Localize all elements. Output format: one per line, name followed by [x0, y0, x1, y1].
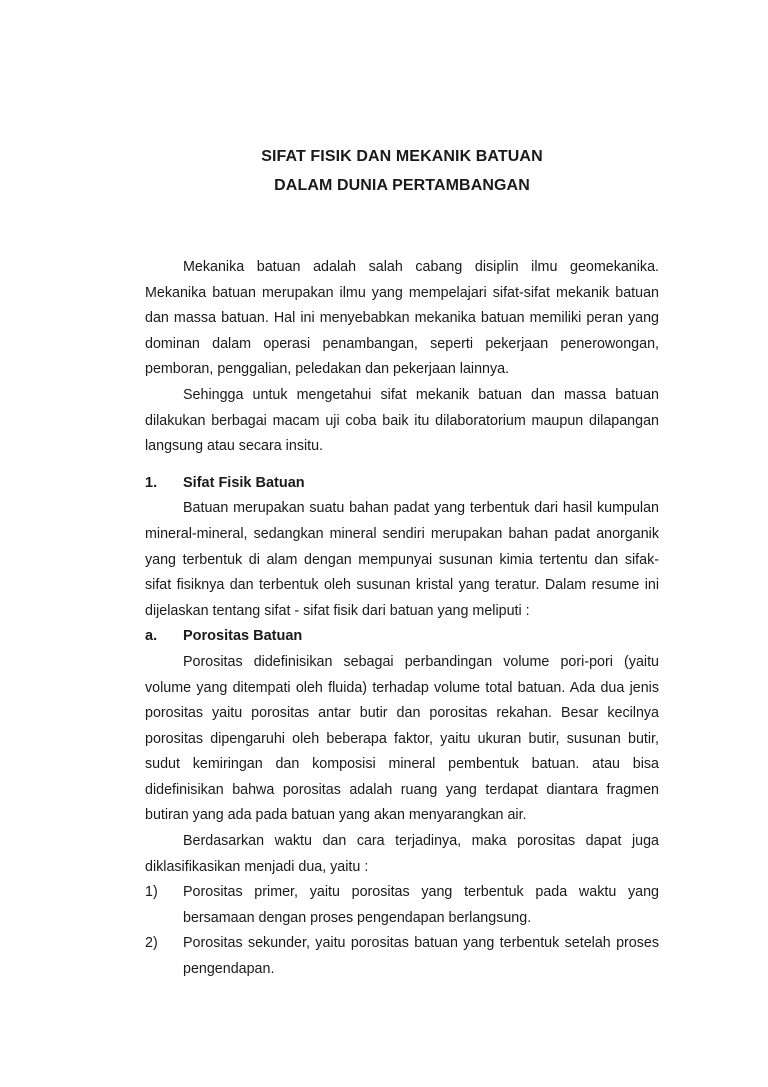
- subsection-a-number: a.: [145, 628, 158, 645]
- list-item-text: Porositas primer, yaitu porositas yang terbentuk pada waktu yang bersamaan dengan proses pengendapan berlangsung.: [183, 884, 659, 926]
- section-1-number: 1.: [145, 474, 158, 491]
- document-title-line-1: SIFAT FISIK DAN MEKANIK BATUAN: [261, 148, 543, 165]
- list-item-number: 1): [145, 884, 158, 901]
- list-item-number: 2): [145, 935, 158, 952]
- list-item: [145, 880, 659, 931]
- subsection-a-heading: [145, 624, 659, 650]
- subsection-a-title: Porositas Batuan: [183, 628, 303, 645]
- intro-paragraph-2: Sehingga untuk mengetahui sifat mekanik batuan dan massa batuan dilakukan berbagai macam uji coba baik itu dilaboratorium maupun dilapangan langsung atau secara insitu.: [145, 386, 659, 455]
- list-item: [145, 931, 659, 982]
- subsection-a-paragraph-2: Berdasarkan waktu dan cara terjadinya, maka porositas dapat juga diklasifikasikan menjadi dua, yaitu :: [145, 833, 659, 875]
- section-1-title: Sifat Fisik Batuan: [183, 474, 305, 491]
- subsection-a-paragraph-1: Porositas didefinisikan sebagai perbandingan volume pori-pori (yaitu volume yang ditempati oleh fluida) terhadap volume total batuan. Ada dua jenis porositas yaitu porositas antar butir dan porositas rekahan. Besar kecilnya porositas dipengaruhi oleh beberapa faktor, yaitu ukuran butir, susunan butir, sudut kemiringan dan komposisi mineral pembentuk batuan. atau bisa didefinisikan bahwa porositas adalah ruang yang terdapat diantara fragmen butiran yang ada pada batuan yang akan menyarangkan air.: [145, 653, 659, 824]
- list-item-text: Porositas sekunder, yaitu porositas batuan yang terbentuk setelah proses pengendapan.: [183, 935, 659, 978]
- document-body: [145, 255, 659, 983]
- document-title-line-2: DALAM DUNIA PERTAMBANGAN: [274, 177, 530, 194]
- intro-paragraph-1: Mekanika batuan adalah salah cabang disiplin ilmu geomekanika. Mekanika batuan merupakan ilmu yang mempelajari sifat-sifat mekanik batuan dan massa batuan. Hal ini menyebabkan mekanika batuan memiliki peran yang dominan dalam operasi penambangan, seperti pekerjaan penerowongan, pemboran, penggalian, peledakan dan pekerjaan lainnya.: [145, 259, 659, 378]
- section-1-paragraph: Batuan merupakan suatu bahan padat yang terbentuk dari hasil kumpulan mineral-mineral, sedangkan mineral sendiri merupakan bahan padat anorganik yang terbentuk di alam dengan mempunyai susunan kimia tertentu dan sifak-sifat fisiknya dan terbentuk oleh susunan kristal yang teratur. Dalam resume ini dijelaskan tentang sifat - sifat fisik dari batuan yang meliputi :: [145, 500, 659, 619]
- section-1-heading: [145, 471, 659, 497]
